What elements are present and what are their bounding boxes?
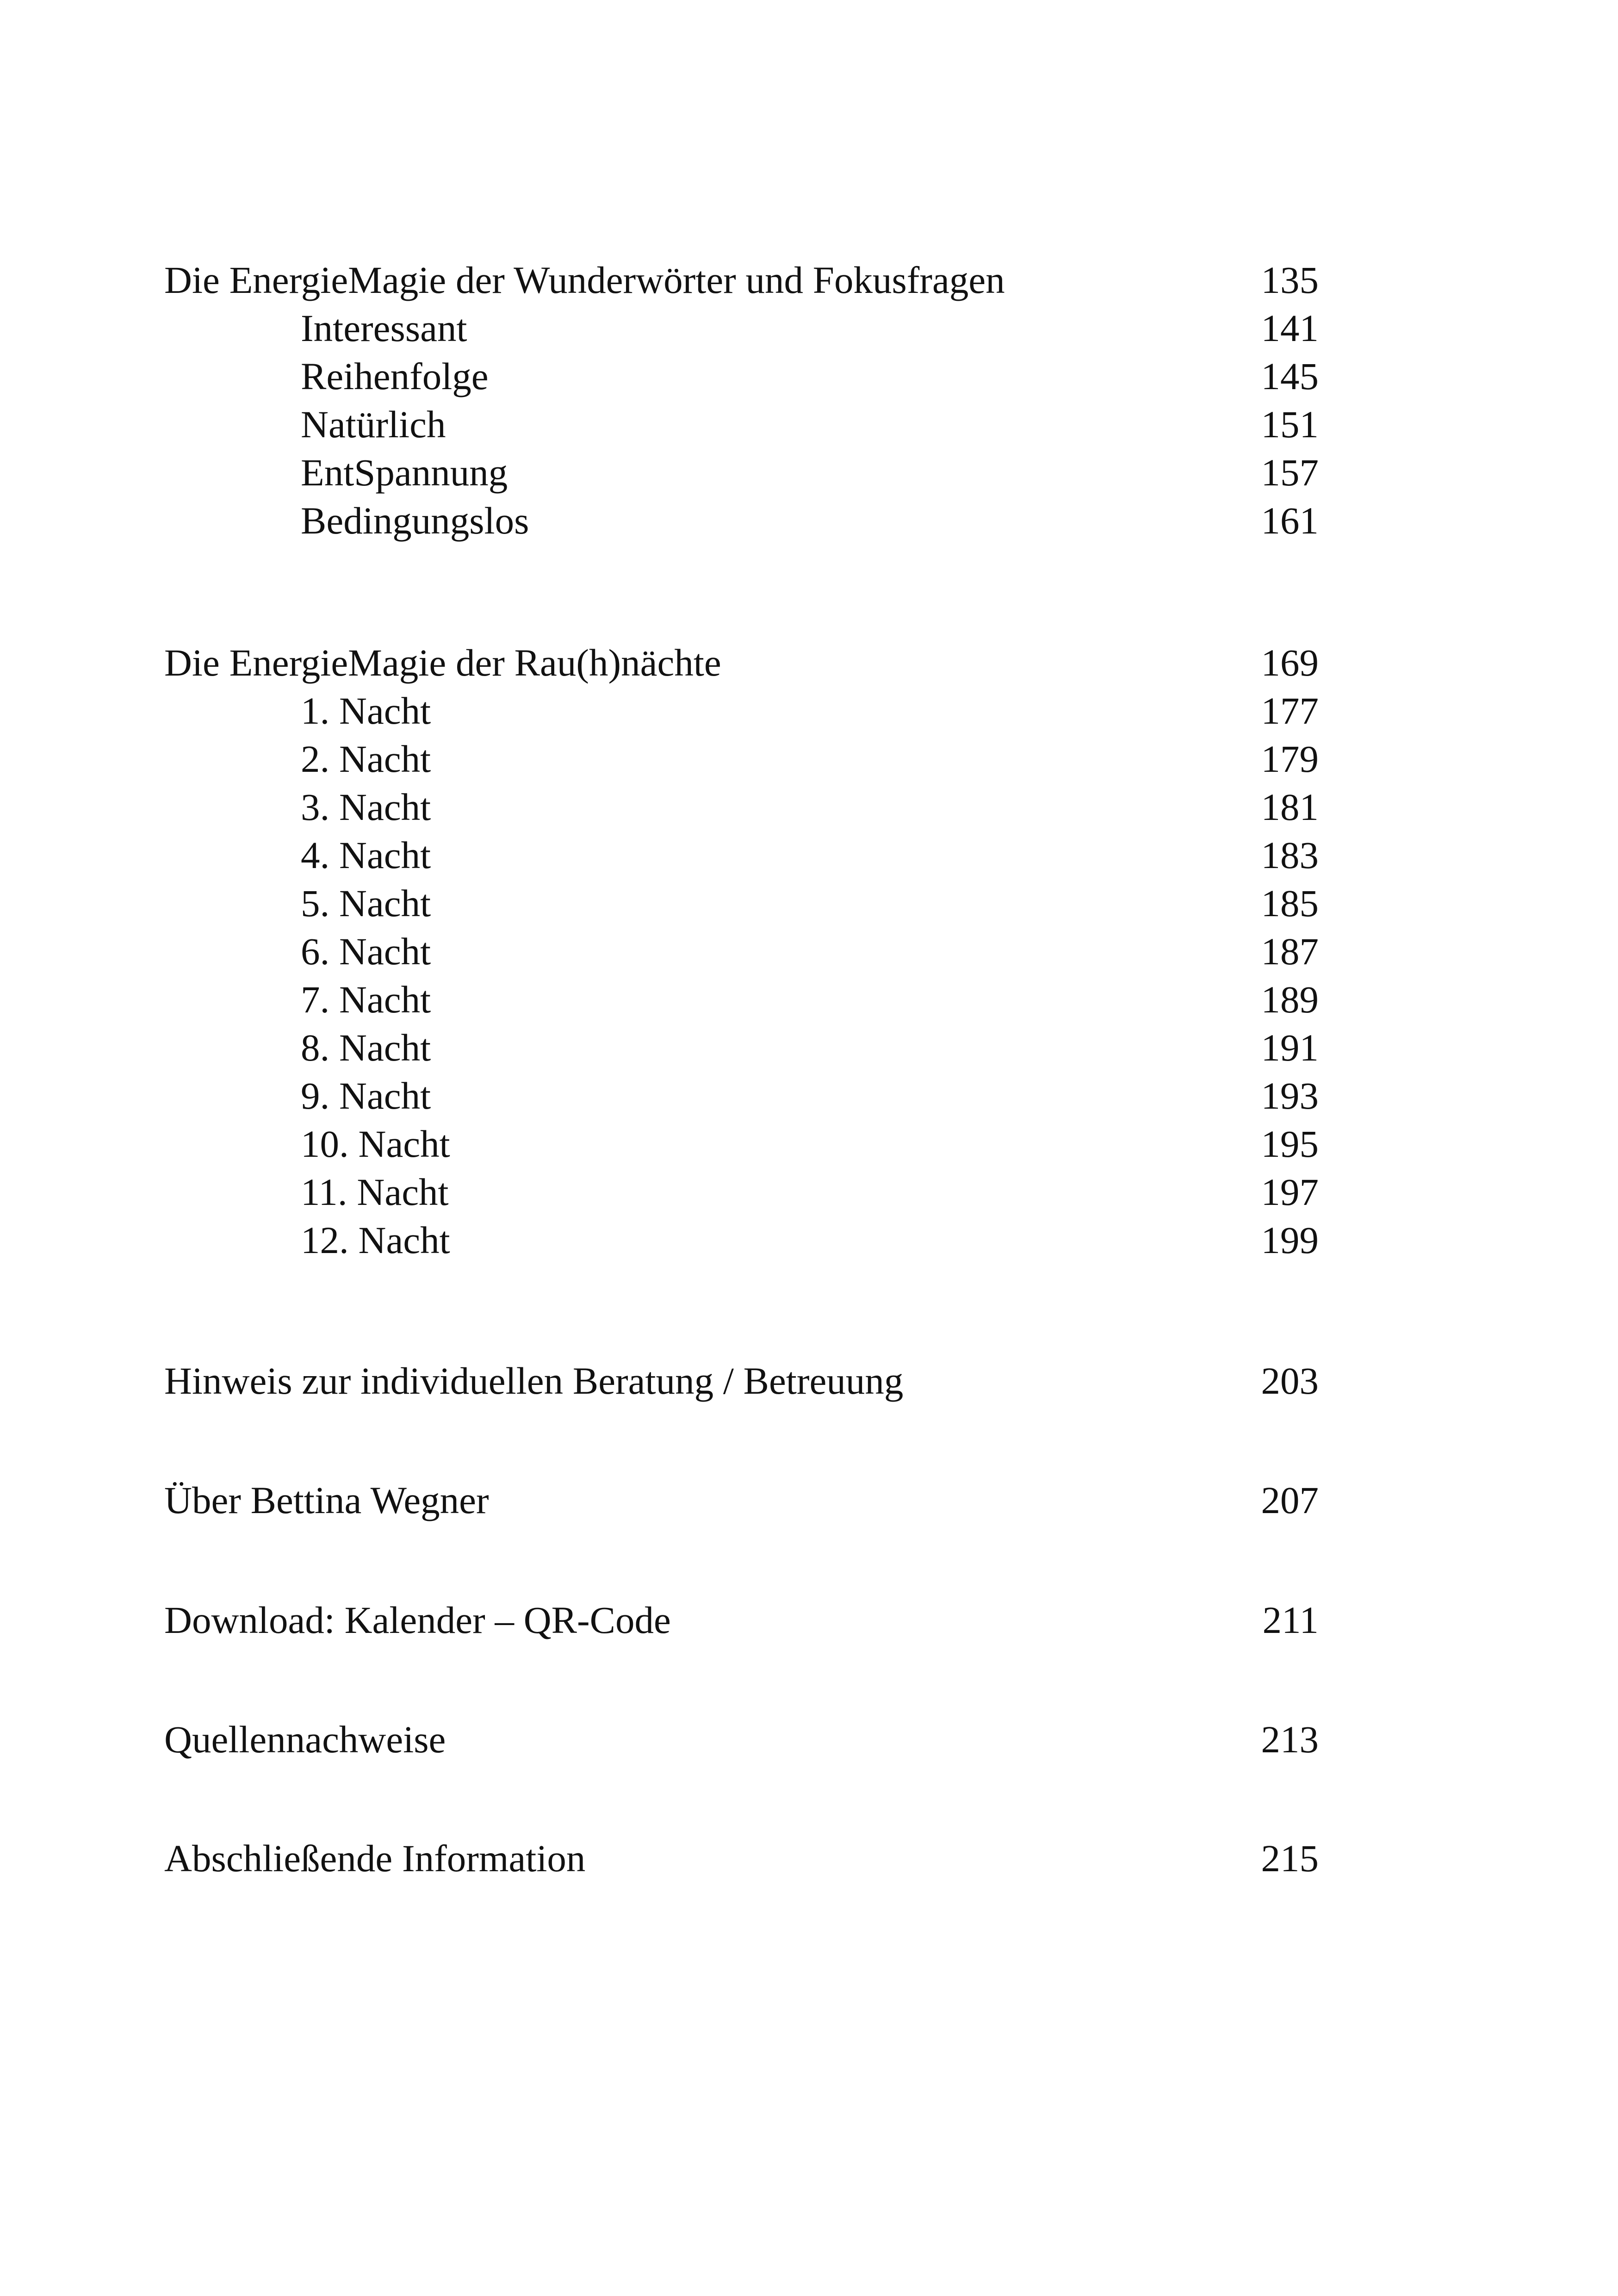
toc-entry-page-number: 135 [1261, 259, 1319, 301]
toc-subentry-page-number: 195 [1261, 1123, 1319, 1165]
toc-subentry-page-number: 197 [1261, 1171, 1319, 1213]
toc-entry-abschliessende-information [164, 1834, 1319, 1882]
toc-subentry-reihenfolge [164, 352, 1319, 400]
toc-entry-ueber-autorin [164, 1476, 1319, 1524]
toc-entry-hinweis-beratung [164, 1357, 1319, 1405]
toc-subentry-title: 7. Nacht [301, 978, 431, 1021]
toc-subentry-title: Natürlich [301, 403, 446, 446]
toc-subentry-page-number: 157 [1261, 451, 1319, 494]
toc-entry-page-number: 207 [1261, 1479, 1319, 1521]
toc-subentry-title: 2. Nacht [301, 738, 431, 780]
toc-subentry-nacht-10 [164, 1120, 1319, 1168]
toc-subentry-title: 9. Nacht [301, 1074, 431, 1117]
toc-entry-page-number: 213 [1261, 1718, 1319, 1761]
toc-subentry-title: 12. Nacht [301, 1219, 450, 1261]
toc-subentry-nacht-4 [164, 831, 1319, 879]
toc-subentry-title: EntSpannung [301, 451, 508, 494]
toc-entry-page-number: 203 [1261, 1359, 1319, 1402]
toc-subentry-nacht-2 [164, 735, 1319, 783]
toc-entry-title: Über Bettina Wegner [164, 1479, 489, 1521]
toc-entry-download-kalender [164, 1596, 1319, 1644]
toc-subentry-title: 1. Nacht [301, 689, 431, 732]
toc-entry-quellennachweise [164, 1715, 1319, 1763]
toc-subentry-nacht-3 [164, 783, 1319, 831]
toc-subentry-page-number: 145 [1261, 355, 1319, 397]
toc-subentry-title: 4. Nacht [301, 834, 431, 876]
toc-subentry-nacht-5 [164, 879, 1319, 927]
toc-entry-page-number: 215 [1261, 1837, 1319, 1880]
toc-subentry-title: Reihenfolge [301, 355, 489, 397]
toc-subentry-nacht-1 [164, 687, 1319, 735]
toc-entry-rauhnaechte [164, 639, 1319, 687]
toc-entry-title: Hinweis zur individuellen Beratung / Betreuung [164, 1359, 904, 1402]
toc-subentry-page-number: 141 [1261, 307, 1319, 349]
toc-subentry-page-number: 179 [1261, 738, 1319, 780]
toc-subentry-page-number: 193 [1261, 1074, 1319, 1117]
toc-subentry-interessant [164, 304, 1319, 352]
toc-subentry-page-number: 161 [1261, 499, 1319, 542]
toc-subentry-nacht-7 [164, 975, 1319, 1024]
toc-subentry-entspannung [164, 448, 1319, 496]
toc-subentry-page-number: 177 [1261, 689, 1319, 732]
toc-entry-title: Abschließende Information [164, 1837, 586, 1880]
toc-subentry-page-number: 151 [1261, 403, 1319, 446]
toc-subentry-nacht-9 [164, 1072, 1319, 1120]
toc-subentry-bedingungslos [164, 496, 1319, 545]
toc-subentry-nacht-6 [164, 927, 1319, 975]
toc-entry-title: Die EnergieMagie der Wunderwörter und Fokusfragen [164, 259, 1005, 301]
toc-subentry-page-number: 185 [1261, 882, 1319, 925]
toc-subentry-page-number: 199 [1261, 1219, 1319, 1261]
toc-subentry-page-number: 181 [1261, 786, 1319, 828]
toc-subentry-natuerlich [164, 400, 1319, 448]
toc-subentry-title: 10. Nacht [301, 1123, 450, 1165]
toc-subentry-title: 8. Nacht [301, 1026, 431, 1069]
toc-entry-title: Download: Kalender – QR-Code [164, 1599, 671, 1641]
toc-subentry-nacht-8 [164, 1024, 1319, 1072]
toc-subentry-title: Interessant [301, 307, 467, 349]
toc-subentry-title: 5. Nacht [301, 882, 431, 925]
toc-subentry-nacht-12 [164, 1216, 1319, 1264]
toc-entry-title: Die EnergieMagie der Rau(h)nächte [164, 641, 721, 684]
toc-subentry-page-number: 191 [1261, 1026, 1319, 1069]
toc-entry-title: Quellennachweise [164, 1718, 446, 1761]
toc-subentry-title: 6. Nacht [301, 930, 431, 973]
toc-subentry-page-number: 189 [1261, 978, 1319, 1021]
toc-entry-page-number: 211 [1262, 1599, 1319, 1641]
toc-entry-page-number: 169 [1261, 641, 1319, 684]
toc-subentry-title: 11. Nacht [301, 1171, 449, 1213]
toc-subentry-page-number: 183 [1261, 834, 1319, 876]
toc-subentry-title: 3. Nacht [301, 786, 431, 828]
toc-subentry-title: Bedingungslos [301, 499, 529, 542]
toc-subentry-nacht-11 [164, 1168, 1319, 1216]
toc-entry-wunderwoerter [164, 256, 1319, 304]
toc-subentry-page-number: 187 [1261, 930, 1319, 973]
